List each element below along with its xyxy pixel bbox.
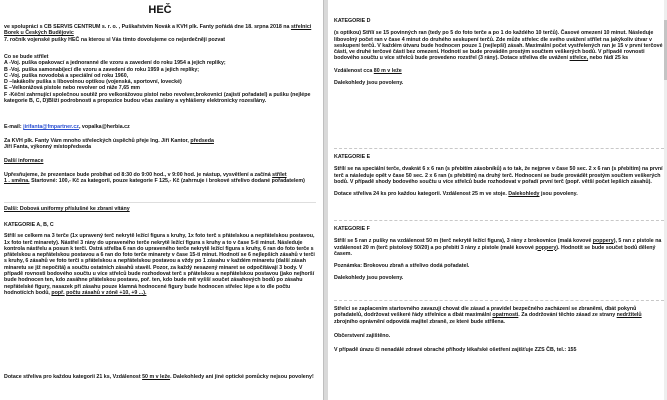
category-c: C -Voj. puška novodobá a speciální od roku 1960,: [4, 72, 129, 79]
ammo-text: Dotace střeliva pro každou kategorii 21 ks, Vzdálenost: [4, 374, 141, 380]
category-d: D –lakákoliv puška s libovolnou optikou (vojenská, sportovní, lovecké): [4, 79, 182, 86]
separator-line: [4, 202, 316, 203]
dress-block: [4, 206, 316, 212]
kat-d-count: řádí 25 ks: [603, 55, 629, 62]
left-page: [0, 0, 322, 400]
kat-f-heading: KATEGORIE F: [334, 226, 370, 232]
range-location: Borek u Českých Budějovic: [4, 30, 74, 37]
range-word: střelnici: [290, 24, 312, 30]
kat-d-rules: (s optikou) Střílí se 15 povinných ran (tedy po 5 do foto terče a po 1 do každého 10 terčů). Časové omezení 10 minut. Následuje libovolný počet ran v čase 4 minut do druhého seskupení terčů. Zde může střelec dle svého uvážení střílet na jakýkoliv útvar v seskupení terčů. V každém útvaru bude hodnocen pouze 1 (nejlepší) zásah. Maximální počet vystřelených ran je 15 v první terčové části, ve druhé terčové části bez omezení. Hodnotí se bude prováděn prostým součtem veškerých bodů. V případě rovnosti bodového součtu u více střelců bude provedeno rozstřel (3 rány). Dotace střeliva dle uvážení: [334, 30, 663, 62]
kat-d-distance-label: Vzdálenost cca: [334, 67, 373, 74]
kat-abc-rules: Střílí se celkem na 3 terče (1x upravený terč nekrytě ležící figura s kruhy, 1x foto terč s přátelskou a nepřátelskou postavou, 1x foto terč minarety). Nástřel 3 rány do upraveného terče nekrytě ležící figura s kruhy a to v čase 5-ti minut. Následuje kontrola nástřelu a posun k terči. Ostrá střelba 6 ran do upraveného terče nekrytě ležící figura s kruhy, 6 ran do foto terče s přátelskou a nepřátelskou postavou a 6 ran do foto terče minarety v čase 15-ti minut. Hodnotí se 6 nejlepších zásahů v terči s kruhy, 6 zásahů ve foto terči s přátelskou a nepřátelskou postavou a vždy po 1 zásahu v každém minaretu (další zásah minaretu se již nepočítá) a součtu ostatních zásahů stavěl. Pozor, za každý nesazený minaret se odpočítávají 3 body. V případě rovnosti bodového součtu u více střelců bude rozhodovat terč s přátelskou a nepřátelskou postavou (jako nejhorší bude hodnocen ten, kdo zasáhne přátelskou postavu, poř. ten, kdo bude mít vyšší součet zásahových bodů po zásahu nepřátelské figury, nasazek při zásahu pouze klamná hodnocené figury bude hodnocen střelec lépe a to dle počtu hodnotících bodů,: [4, 233, 315, 296]
kat-abc-or: popř.: [51, 289, 65, 296]
kat-abc-heading: KATEGORIE A, B, C: [4, 222, 54, 228]
ammo-distance: 50 m v leže: [142, 374, 171, 380]
kat-e-allowed: jsou povoleny.: [541, 191, 578, 198]
shoot-word: střílet: [272, 172, 287, 178]
separator-e-f: [334, 220, 664, 221]
schedule-text: Upřesňujeme, že prezentace bude probíhat od 8:30 do 9:00 hod., v 9:00 hod. je nástup, vysvětlení a začíná: [4, 172, 271, 178]
kat-abc-zones: počtu zásahů v zóně +10, +9 ...).: [66, 289, 147, 296]
kat-d-shooter: střelce,: [569, 55, 589, 62]
event-title: HEČ: [148, 4, 172, 16]
kat-f-rules-2: ), 5 ran z pistole na vzdálenost 20 m (terč pistolový 50/20) a po přebití 3 rány z pistole (malé kovové: [334, 238, 662, 251]
kat-f-rules-3: ). Hodnotit se bude součet bodů dělený časem.: [334, 244, 656, 257]
kat-e-binoculars: Dalekohledy: [508, 191, 540, 198]
intro-line-1: [4, 24, 316, 37]
ammo-optics: . Dalekohledy ani jiné optické pomůcky nejsou povoleny!: [170, 374, 314, 380]
chairman-word: předseda: [190, 138, 214, 144]
kat-f-note: Poznámka: Brokovou zbraň a střelivo dodá pořadatel.: [334, 263, 470, 270]
separator-f-rules: [334, 300, 664, 301]
dress-code: Dalši: Dobová uniformy příslušné ke zbrani vítány: [4, 206, 130, 212]
kat-d-distance: 80 m v leže: [373, 67, 402, 74]
category-b: B -Voj. puška samonabíjecí dle vzoru a zavedení do roku 1959 a jejich repliky;: [4, 66, 200, 73]
kat-d-heading: KATEGORIE D: [334, 18, 371, 24]
categories-block: [4, 54, 316, 104]
kat-abc-ammo: [4, 374, 316, 380]
separator-d-e: [334, 148, 664, 149]
first-shift: 1 . směna.: [4, 178, 30, 185]
kat-f-rules-1: Střílí se 5 ran z pušky na vzdálenost 50 m (terč nekrytě ležící figura), 3 rány z brokovnice (malá kovové: [334, 238, 592, 245]
safety-rules-3: zbrojního oprávnění odpovídá majitel zbraně, ze které bude střílena.: [334, 318, 506, 325]
email-link-fanta[interactable]: jirifanta@fmpartner.cz: [23, 124, 79, 130]
kat-e-heading: KATEGORIE E: [334, 154, 371, 160]
category-e: E –Velkorážová pistole nebo revolver od ráže 7,65 mm: [4, 85, 141, 92]
kat-d-optics: Dalekohledy jsou povoleny.: [334, 80, 404, 87]
thanks-block: [4, 138, 316, 151]
vice-chairman: Jiří Fanta, výkonný místopředseda: [4, 144, 92, 151]
kat-f-block: [334, 226, 664, 282]
right-page: [328, 0, 667, 400]
caution-word: opatrnosti: [492, 312, 519, 319]
refreshments: Občerstvení zajištěno.: [334, 332, 391, 339]
email-label: E-mail:: [4, 124, 22, 130]
rules-block: [334, 306, 664, 353]
intro-line-2: 7. ročník vojenské pušky HEČ na kterou si Vás tímto dovolujeme co nejsrdečněji pozvat: [4, 36, 226, 43]
intro-block: [4, 24, 316, 43]
kat-e-block: [334, 154, 664, 197]
kat-f-poppery-1: poppery: [592, 238, 614, 245]
non-holders-word: nedržitelů: [616, 312, 642, 319]
safety-rules: Střelci se zaplacením startovného zavazují chovat dle zásad a pravidel bezpečného zacházení se zbraněmi, dbát pokynů pořadatelů, dodržovat veškeré řády střelnice a dbát maximální: [334, 306, 637, 319]
info-block: [4, 172, 316, 185]
kat-e-ammo: Dotace střeliva 24 ks pro každou kategorii. Vzdálenost 25 m ve stoje.: [334, 191, 507, 198]
info-heading: [4, 158, 316, 164]
safety-rules-2: . Za dodržování těchto zásad ze strany: [518, 312, 616, 319]
category-f: F -Kéční zahrnující společnou soutěž pro velkorážovou pistol nebo revolver,brokovnici (zajistí pořadatel) a pušku (nejlépe kategorie B, C, D)Bliží podrobnosti a propozice budou včas zaslány a vyhlášeny elektronicky rozesílány.: [4, 91, 311, 105]
kat-e-rules: Střílí se na speciální terče, dvakrát 6 x 6 ran (s přebitím zásobníků) a to tak, že nejprve v čase 50 sec. 2 x 6 ran (s přebitím) na první terč a následuje opět v čase 50 sec. 2 x 6 ran (s přebitím) na druhý terč. Hodnocení se bude provádět prostým součtem veškerých bodů. V případě shody bodového součtu u více střelců bude rozhodovat v pořadí první terč (popř. větší počet lepších zásahů).: [334, 166, 663, 185]
email-line: E-mail: jirifanta@fmpartner.cz, vopalka@herbia.cz: [4, 124, 130, 130]
category-a: A -Voj. puška opakovací a jednoranné dle vzoru a zavedení do roku 1954 a jejich repliky;: [4, 60, 226, 67]
kat-abc-block: [4, 222, 316, 296]
categories-heading: Co se bude střílet: [4, 54, 49, 60]
kat-f-optics: Dalekohledy jsou povoleny.: [334, 275, 404, 282]
kat-d-or: nebo: [589, 55, 603, 62]
medical-info: V případě úrazu či nenadálé zdravé obraché příhody lékařské ošetření zajišťuje ZZS ČB, tel.: 155: [334, 347, 577, 354]
email-vopalka[interactable]: vopalka@herbia.cz: [81, 124, 130, 130]
thanks-line: Za KVH plk. Fanty Vám mnoho střeleckých úspěchů přeje Ing. Jiří Kantor,: [4, 138, 189, 144]
info-heading-text: Další informace: [4, 158, 44, 164]
kat-d-block: [334, 18, 664, 86]
intro-text: ve spolupráci s CB SERVIS CENTRUM s. r. o. , Puškařstvím Novák a KVH plk. Fanty pořádá dne 18. srpna 2018 na: [4, 24, 290, 30]
entry-fee: Startovné: 100,- Kč za kategorii, pouze kategorie F 125,- Kč (zahrnuje i brokové střelivo dodané pořadatelem): [31, 178, 305, 185]
kat-f-poppery-2: poppery: [535, 244, 557, 251]
